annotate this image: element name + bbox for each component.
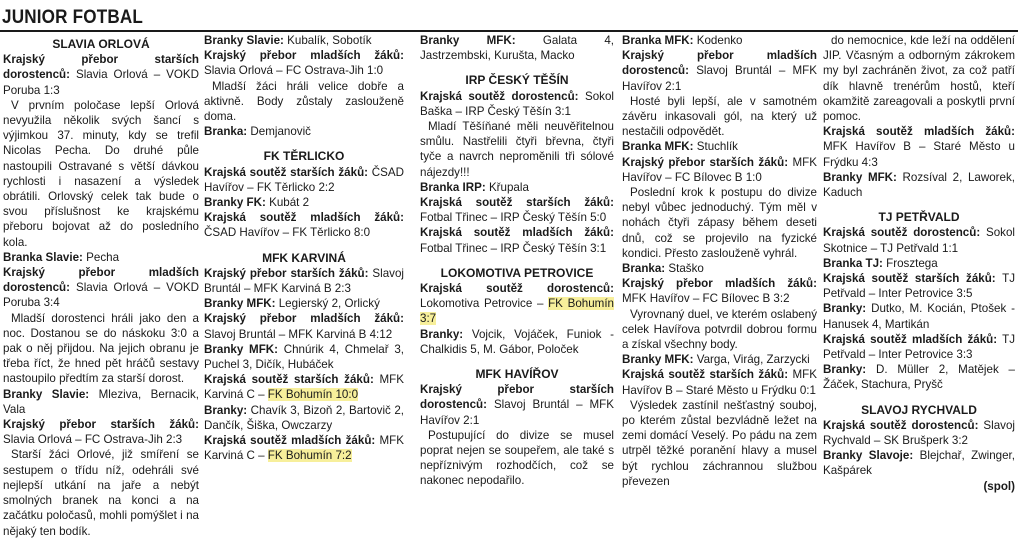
match-line: Krajský přebor mladších žáků: MFK Havířov – FC Bílovec B 3:2 (622, 277, 817, 306)
report-paragraph: Hosté byli lepší, ale v samotném závěru inkasovali gól, na který už nestačili odpovědět. (622, 94, 817, 139)
match-line: Branky MFK: Chnúrik 4, Chmelař 3, Puchel 3, Dičík, Hubáček (204, 342, 404, 372)
match-line: Krajská soutěž mladších žáků: TJ Petřvald – Inter Petrovice 3:3 (823, 332, 1015, 362)
match-line: Krajský přebor mladších žáků: Slavia Orlová – FC Ostrava-Jih 1:0 (204, 49, 404, 78)
match-line: Branky FK: Kubát 2 (204, 196, 310, 210)
match-line: Krajský přebor mladších dorostenců: Slavoj Bruntál – MFK Havířov 2:1 (622, 49, 817, 93)
match-line: Branky: Chavík 3, Bizoň 2, Bartovič 2, Dančík, Šiška, Owczarzy (204, 403, 404, 432)
club-heading: SLAVIA ORLOVÁ (52, 37, 150, 51)
match-line: Krajský přebor starších žáků: Slavoj Bruntál – MFK Karviná B 2:3 (204, 266, 404, 296)
match-line: Krajský přebor mladších žáků: Slavoj Bruntál – MFK Karviná B 4:12 (204, 312, 404, 341)
match-line: Krajská soutěž mladších žáků: MFK Karviná C – FK Bohumín 7:2 (204, 434, 404, 463)
match-line: Krajská soutěž starších žáků: MFK Havířov B – Staré Město u Frýdku 0:1 (622, 368, 817, 397)
match-line: Krajská soutěž starších žáků: MFK Karviná C – FK Bohumín 10:0 (204, 373, 404, 402)
club-heading: MFK HAVÍŘOV (475, 367, 559, 382)
match-line: Branky: D. Müller 2, Matějek – Žáček, Stachura, Pryšč (823, 363, 1015, 392)
report-paragraph: Výsledek zastínil nešťastný souboj, po kterém zůstal bezvládně ležet na zemi domácí Veselý. Po pádu na zem utrpěl těžké poranění hlavy a musel být rychlou záchrannou službou převezen (622, 398, 817, 488)
match-line: Krajská soutěž dorostenců: Sokol Baška – IRP Český Těšín 3:1 (420, 89, 614, 118)
article-column-5 (823, 33, 1015, 493)
article-column-2 (204, 33, 404, 463)
match-line: Branka: Staško (622, 262, 704, 276)
club-heading: FK TĚRLICKO (263, 149, 345, 164)
match-line: Branky MFK: Legierský 2, Orlický (204, 297, 380, 311)
report-paragraph: Mladší dorostenci hráli jako den a noc. Dostanou se do náskoku 3:0 a pak o něj přijdou. Na jejich obranu je třeba říct, že hned pět hráčů sestavy nastoupilo předtím za starší dorost. (3, 311, 199, 386)
match-line: Krajská soutěž starších žáků: ČSAD Havířov – FK Těrlicko 2:2 (204, 165, 404, 194)
report-paragraph: Vyrovnaný duel, ve kterém oslabený celek Havířova potvrdil dobrou formu a získal všechny body. (622, 307, 817, 352)
report-paragraph: Poslední krok k postupu do divize nebyl vůbec jednoduchý. Tým měl v nohách čtyři zápasy během deseti dnů, což se projevilo na fyzické kondici. Přesto zaslouženě vyhrál. (622, 186, 817, 260)
match-line: Krajská soutěž mladších žáků: ČSAD Havířov – FK Těrlicko 8:0 (204, 211, 404, 240)
match-line: Branka TJ: Frosztega (823, 256, 938, 270)
match-line: Branka MFK: Stuchlík (622, 140, 738, 154)
match-line: Krajská soutěž dorostenců: Sokol Skotnice – TJ Petřvald 1:1 (823, 226, 1015, 255)
section-title: JUNIOR FOTBAL (2, 7, 144, 28)
report-paragraph: Mladší žáci hráli velice dobře a aktivně. Body zůstaly zaslouženě doma. (204, 79, 404, 124)
match-line: Krajský přebor starších dorostenců: Slavia Orlová – VOKD Poruba 1:3 (3, 53, 199, 97)
report-paragraph: do nemocnice, kde leží na oddělení JIP. Včasným a odborným zákrokem my byl zachráněn život, za což patří dík hlavně trenérům hostů, kteří okamžitě zareagovali a poskytli první pomoc. (823, 34, 1015, 124)
article-column-3 (420, 33, 614, 488)
match-line: Branka: Demjanovič (204, 125, 311, 139)
match-line: Krajský přebor mladších dorostenců: Slavia Orlová – VOKD Poruba 3:4 (3, 266, 199, 310)
report-paragraph: V prvním poločase lepší Orlová nevyužila několik svých šancí s výjimkou 37. minuty, kdy se trefil Nicolas Pecha. Do druhé půle nastoupili Ostravané s větší dávkou rychlosti i nasazení a výsledek obrátili. Orlovský celek tak bude o svou příslušnost ke krajskému přeboru bojovat až do posledního kola. (3, 98, 199, 249)
report-paragraph: Starší žáci Orlové, již smíření se sestupem o třídu níž, odehráli své nejlepší utkání na jaře a nebýt smolných branek na konci a na začátku poločasů, mohli pomýšlet i na nějaký ten bodík. (3, 448, 199, 538)
report-paragraph: Postupující do divize se musel poprat nejen se soupeřem, ale také s nepříznivým rozhodčích, což se nakonec nepodařilo. (420, 428, 614, 488)
match-line: Krajská soutěž starších žáků: TJ Petřvald – Inter Petrovice 3:5 (823, 272, 1015, 301)
match-line: Krajská soutěž mladších žáků: MFK Havířov B – Staré Město u Frýdku 4:3 (823, 125, 1015, 169)
match-line: Branky: Dutko, M. Kocián, Ptošek - Hanusek 4, Martikán (823, 302, 1015, 331)
match-line: Krajská soutěž starších žáků: Fotbal Třinec – IRP Český Těšín 5:0 (420, 196, 614, 225)
match-line: Krajská soutěž dorostenců: Lokomotiva Petrovice – FK Bohumín 3:7 (420, 282, 614, 326)
report-paragraph: Mladí Těšíňané měli neuvěřitelnou smůlu. Nastřelili čtyři břevna, čtyři tyče a navrch nepromĕnili tři sólové nájezdy!!! (420, 120, 614, 179)
article-column-1 (3, 33, 199, 538)
match-line: Branka Slavie: Pecha (3, 250, 120, 264)
match-line: Branky: Vojcik, Vojáček, Funiok - Chalkidis 5, M. Gábor, Poloček (420, 327, 614, 356)
article-column-4 (622, 33, 817, 488)
match-line: Krajský přebor starších dorostenců: Slavoj Bruntál – MFK Havířov 2:1 (420, 383, 614, 427)
header-rule (0, 30, 1018, 32)
match-line: Krajská soutěž mladších žáků: Fotbal Třinec – IRP Český Těšín 3:1 (420, 226, 614, 255)
match-line: Branky Slavoje: Blejchař, Zwinger, Kašpárek (823, 449, 1015, 478)
match-line: Branky MFK: Galata 4, Jastrzembski, Kurušta, Macko (420, 34, 614, 63)
club-heading: SLAVOJ RYCHVALD (861, 402, 977, 417)
club-heading: LOKOMOTIVA PETROVICE (440, 265, 594, 280)
author-credit: (spol) (983, 479, 1015, 493)
match-line: Branky Slavie: Mleziva, Bernacik, Vala (3, 387, 199, 416)
match-line: Branka MFK: Kodenko (622, 34, 743, 47)
match-line: Branky MFK: Varga, Virág, Zarzycki (622, 353, 810, 367)
club-heading: IRP ČESKÝ TĚŠÍN (465, 73, 569, 88)
match-line: Branky MFK: Rozsíval 2, Laworek, Kaduch (823, 170, 1015, 200)
match-line: Krajská soutěž dorostenců: Slavoj Rychvald – SK Brušperk 3:2 (823, 418, 1015, 448)
match-line: Branky Slavie: Kubalík, Sobotík (204, 34, 372, 47)
section-header (0, 0, 1018, 33)
club-heading: TJ PETŘVALD (878, 210, 960, 225)
match-line: Krajský přebor starších žáků: Slavia Orlová – FC Ostrava-Jih 2:3 (3, 418, 199, 447)
club-heading: MFK KARVINÁ (262, 250, 346, 265)
match-line: Branka IRP: Křupala (420, 180, 529, 194)
match-line: Krajský přebor starších žáků: MFK Havířov – FC Bílovec B 1:0 (622, 155, 817, 184)
